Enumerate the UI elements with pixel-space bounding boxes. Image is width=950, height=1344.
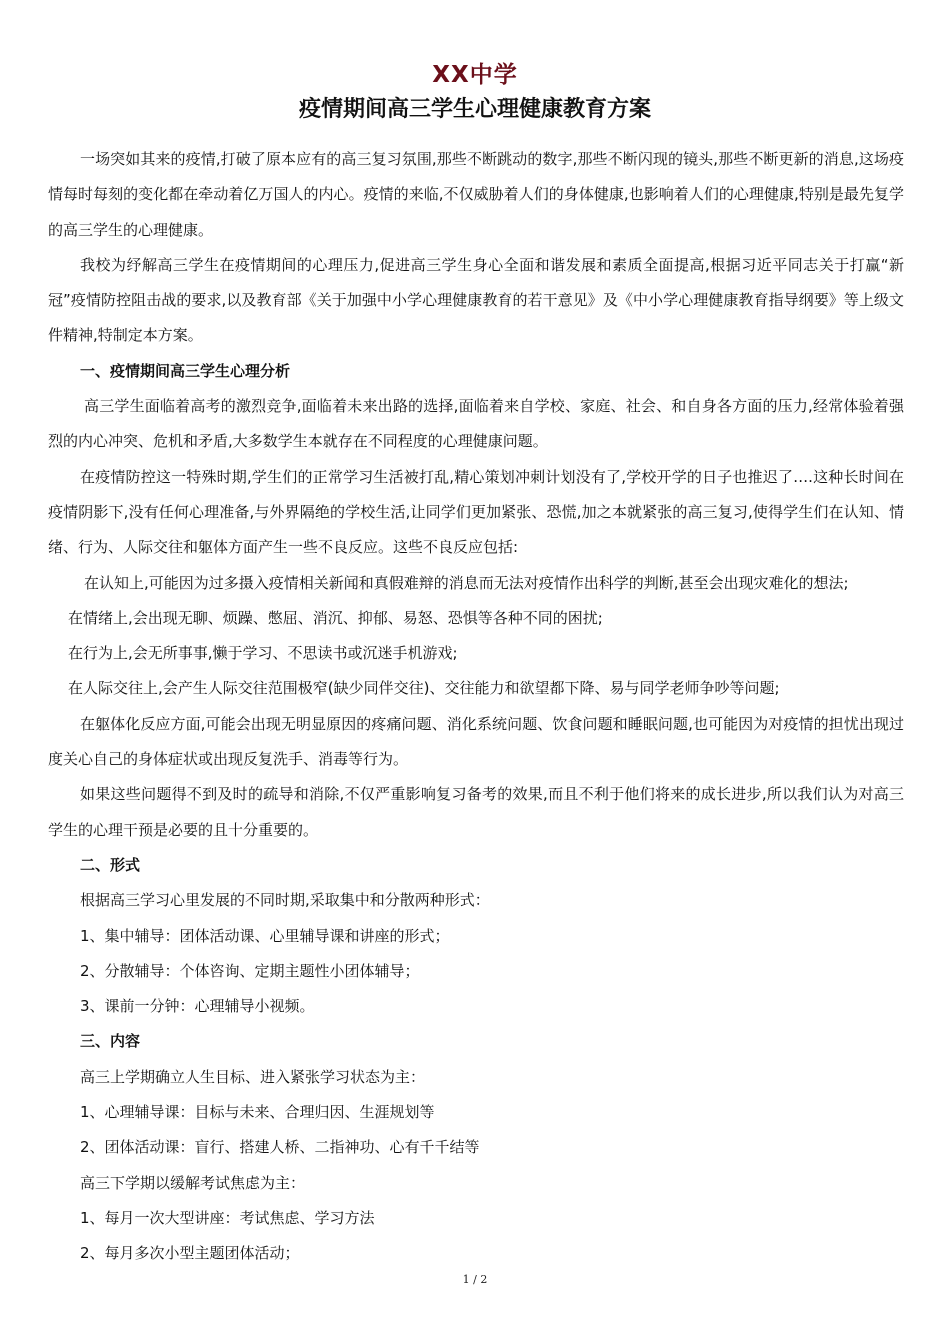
reaction-cognition: 在认知上,可能因为过多摄入疫情相关新闻和真假难辩的消息而无法对疫情作出科学的判断,甚至会出现灾难化的想法; — [84, 573, 849, 592]
reaction-social: 在人际交往上,会产生人际交往范围极窄(缺少同伴交往)、交往能力和欲望都下降、易与同学老师争吵等问题; — [68, 679, 780, 698]
list-item: 3、课前一分钟：心理辅导小视频。 — [80, 997, 315, 1016]
section-heading: 二、形式 — [80, 855, 141, 874]
intro-paragraph: 一场突如其来的疫情,打破了原本应有的高三复习氛围,那些不断跳动的数字,那些不断闪现的镜头,那些不断更新的消息,这场疫情每时每刻的变化都在牵动着亿万国人的内心。疫情的来临,不仅威胁着人们的身体健康,也影响着人们的心理健康,特别是最先复学的高三学生的心理健康。 — [48, 150, 904, 239]
reaction-emotion: 在情绪上,会出现无聊、烦躁、憋屈、消沉、抑郁、易怒、恐惧等各种不同的困扰; — [68, 608, 603, 627]
list-item: 1、集中辅导：团体活动课、心里辅导课和讲座的形式； — [80, 926, 450, 945]
section-heading: 一、疫情期间高三学生心理分析 — [80, 361, 291, 380]
body-paragraph: 高三学生面临着高考的激烈竞争,面临着未来出路的选择,面临着来自学校、家庭、社会、和自身各方面的压力,经常体验着强烈的内心冲突、危机和矛盾,大多数学生本就存在不同程度的心理健康问题。 — [48, 397, 904, 451]
list-item: 1、每月一次大型讲座：考试焦虑、学习方法 — [80, 1208, 375, 1227]
section-heading: 三、内容 — [80, 1032, 141, 1051]
body-paragraph: 在疫情防控这一特殊时期,学生们的正常学习生活被打乱,精心策划冲刺计划没有了,学校开学的日子也推迟了….这种长时间在疫情阴影下,没有任何心理准备,与外界隔绝的学校生活,让同学们更加紧张、恐慌,加之本就紧张的高三复习,使得学生们在认知、情绪、行为、人际交往和躯体方面产生一些不良反应。这些不良反应包括: — [48, 467, 904, 557]
intro-paragraph: 我校为纾解高三学生在疫情期间的心理压力,促进高三学生身心全面和谐发展和素质全面提高,根据习近平同志关于打赢“新冠”疫情防控阻击战的要求,以及教育部《关于加强中小学心理健康教育的若干意见》及《中小学心理健康教育指导纲要》等上级文件精神,特制定本方案。 — [48, 255, 904, 345]
body-paragraph: 根据高三学习心里发展的不同时期,采取集中和分散两种形式： — [80, 891, 490, 910]
list-item: 2、分散辅导：个体咨询、定期主题性小团体辅导； — [80, 961, 420, 980]
page-number: 1 / 2 — [462, 1273, 488, 1286]
list-item: 2、团体活动课：盲行、搭建人桥、二指神功、心有千千结等 — [80, 1138, 480, 1157]
body-paragraph: 如果这些问题得不到及时的疏导和消除,不仅严重影响复习备考的效果,而且不利于他们将来的成长进步,所以我们认为对高三学生的心理干预是必要的且十分重要的。 — [48, 785, 904, 839]
reaction-behavior: 在行为上,会无所事事,懒于学习、不思读书或沉迷手机游戏; — [68, 644, 458, 663]
list-item: 2、每月多次小型主题团体活动； — [80, 1244, 300, 1263]
list-item: 1、心理辅导课：目标与未来、合理归因、生涯规划等 — [80, 1103, 435, 1122]
school-name: XX中学 — [432, 62, 518, 88]
document-title: 疫情期间高三学生心理健康教育方案 — [298, 97, 651, 122]
body-paragraph: 高三上学期确立人生目标、进入紧张学习状态为主： — [80, 1067, 426, 1086]
reaction-somatic: 在躯体化反应方面,可能会出现无明显原因的疼痛问题、消化系统问题、饮食问题和睡眠问题,也可能因为对疫情的担忧出现过度关心自己的身体症状或出现反复洗手、消毒等行为。 — [48, 714, 904, 769]
body-paragraph: 高三下学期以缓解考试焦虑为主： — [80, 1173, 306, 1192]
document-body — [48, 142, 904, 1272]
